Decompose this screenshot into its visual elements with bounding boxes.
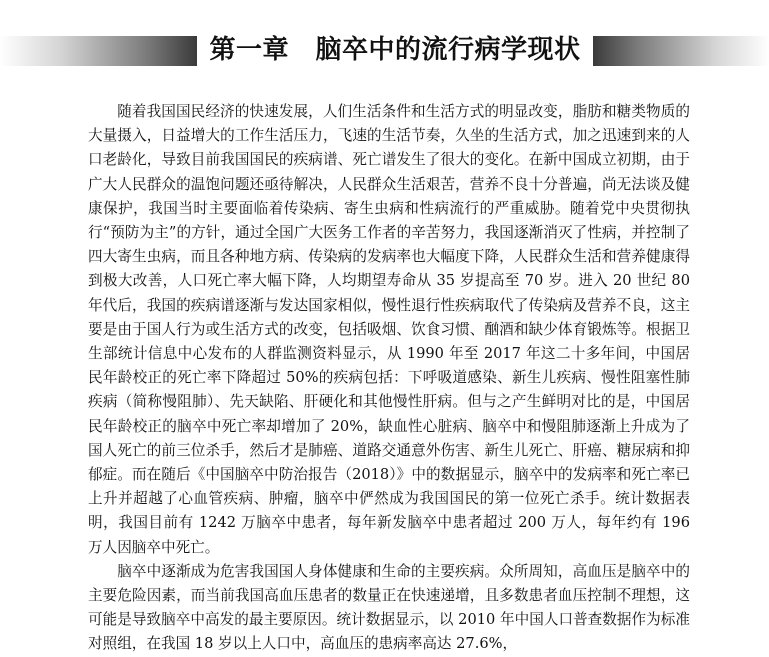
header-gradient-right xyxy=(593,36,769,66)
chapter-title: 第一章 脑卒中的流行病学现状 xyxy=(209,35,581,65)
paragraph-2: 脑卒中逐渐成为危害我国国人身体健康和生命的主要疾病。众所周知，高血压是脑卒中的主要危险因素，而当前我国高血压患者的数量正在快速递增，且多数患者血压控制不理想，这可能是导致脑卒中高发的最主要原因。统计数据显示，以 2010 年中国人口普查数据作为标准对照组，在我国 18 岁以上人口中，高血压的患病率高达 27.6%， xyxy=(88,562,690,653)
body-text xyxy=(88,100,690,657)
paragraph-1: 随着我国国民经济的快速发展，人们生活条件和生活方式的明显改变，脂肪和糖类物质的大量摄入，日益增大的工作生活压力，飞速的生活节奏，久坐的生活方式，加之迅速到来的人口老龄化，导致目前我国国民的疾病谱、死亡谱发生了很大的变化。在新中国成立初期，由于广大人民群众的温饱问题还亟待解决，人民群众生活艰苦，营养不良十分普遍，尚无法谈及健康保护，我国当时主要面临着传染病、寄生虫病和性病流行的严重威胁。随着党中央贯彻执行“预防为主”的方针，通过全国广大医务工作者的辛苦努力，我国逐渐消灭了性病，并控制了四大寄生虫病，而且各种地方病、传染病的发病率也大幅度下降，人民群众生活和营养健康得到极大改善，人口死亡率大幅下降，人均期望寿命从 35 岁提高至 70 岁。进入 20 世纪 80 年代后，我国的疾病谱逐渐与发达国家相似，慢性退行性疾病取代了传染病及营养不良，这主要是由于国人行为或生活方式的改变，包括吸烟、饮食习惯、酗酒和缺少体育锻炼等。根据卫生部统计信息中心发布的人群监测资料显示，从 1990 年至 2017 年这二十多年间，中国居民年龄校正的死亡率下降超过 50%的疾病包括：下呼吸道感染、新生儿疾病、慢性阻塞性肺疾病（简称慢阻肺）、先天缺陷、肝硬化和其他慢性肝病。但与之产生鲜明对比的是，中国居民年龄校正的脑卒中死亡率却增加了 20%，缺血性心脏病、脑卒中和慢阻肺逐渐上升成为了国人死亡的前三位杀手，然后才是肺癌、道路交通意外伤害、新生儿死亡、肝癌、糖尿病和抑郁症。而在随后《中国脑卒中防治报告（2018）》中的数据显示，脑卒中的发病率和死亡率已上升并超越了心血管疾病、肿瘤，脑卒中俨然成为我国国民的第一位死亡杀手。统计数据表明，我国目前有 1242 万脑卒中患者，每年新发脑卒中患者超过 200 万人，每年约有 196 万人因脑卒中死亡。 xyxy=(88,103,690,556)
header-gradient-left xyxy=(0,36,197,66)
